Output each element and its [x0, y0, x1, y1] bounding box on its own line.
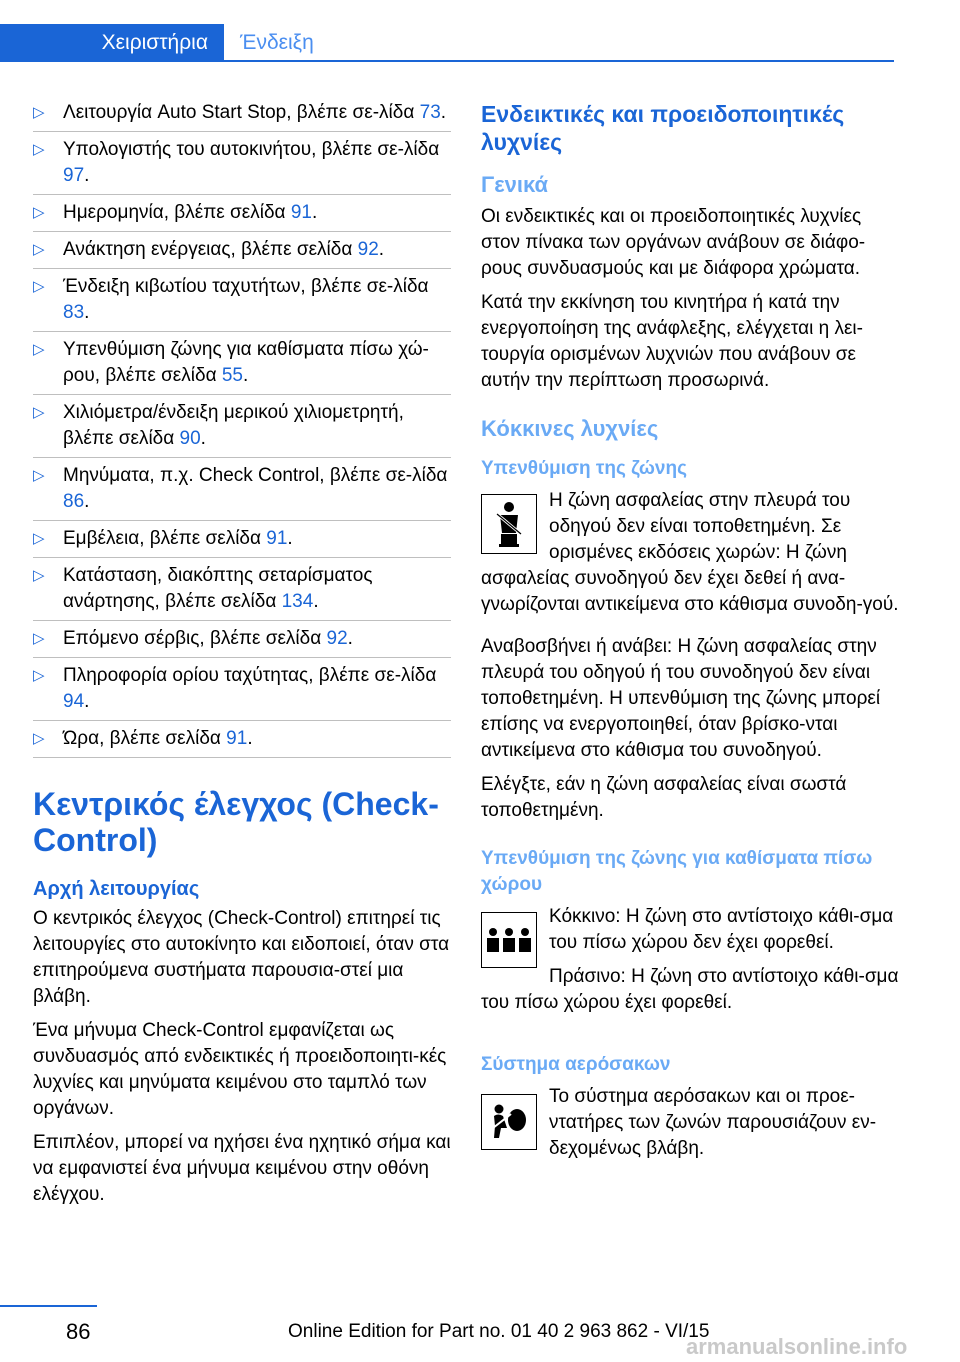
page-reference-link[interactable]: 94: [63, 691, 85, 712]
sentence-period: .: [84, 691, 90, 712]
display-item-text: Επόμενο σέρβις, βλέπε σελίδα: [63, 628, 327, 649]
bullet-triangle-icon: ▷: [33, 204, 45, 221]
display-item-text: Πληροφορία ορίου ταχύτητας, βλέπε σε‐λίδα: [63, 665, 437, 686]
principle-paragraph-2: Ένα μήνυμα Check-Control εμφανίζεται ως συνδυασμός από ενδεικτικές ή προειδοποιητι‐κές λυχνίες και μηνύματα κειμένου στο ταμπλό των οργάνων.: [33, 1020, 447, 1119]
display-item-text: Χιλιόμετρα/ένδειξη μερικού χιλιομετρητή, βλέπε σελίδα: [63, 402, 404, 449]
display-item: [33, 137, 451, 189]
airbag-warning-icon: [481, 1094, 537, 1150]
bullet-triangle-icon: ▷: [33, 141, 45, 158]
general-heading: Γενικά: [481, 172, 549, 197]
bullet-triangle-icon: ▷: [33, 530, 45, 547]
display-item-text: Κατάσταση, διακόπτης σεταρίσματος ανάρτησης, βλέπε σελίδα: [63, 565, 373, 612]
rear-belt-heading: Υπενθύμιση της ζώνης για καθίσματα πίσω χώρου: [481, 848, 873, 895]
page-reference-link[interactable]: 92: [357, 239, 379, 260]
check-control-title: Κεντρικός έλεγχος (Check-Control): [33, 786, 439, 858]
display-items-list: [33, 100, 451, 752]
display-item: [33, 663, 451, 715]
rear-belt-paragraph-1: Κόκκινο: Η ζώνη στο αντίστοιχο κάθι‐σμα του πίσω χώρου δεν έχει φορεθεί.: [549, 906, 894, 953]
display-item-text: Ώρα, βλέπε σελίδα: [63, 728, 227, 749]
display-item-text: Υπενθύμιση ζώνης για καθίσματα πίσω χώ‐ρου, βλέπε σελίδα: [63, 339, 429, 386]
sentence-period: .: [242, 365, 249, 386]
display-item: [33, 400, 451, 452]
footer-rule: [0, 1305, 97, 1307]
display-item-text: Ένδειξη κιβωτίου ταχυτήτων, βλέπε σε‐λίδα: [63, 276, 429, 297]
display-item-text: Μηνύματα, π.χ. Check Control, βλέπε σε‐λίδα: [63, 465, 448, 486]
principle-paragraph-1: Ο κεντρικός έλεγχος (Check-Control) επιτηρεί τις λειτουργίες στο αυτοκίνητο και ειδοποιεί, όταν στα επιτηρούμενα συστήματα παρουσια‐στεί μια βλάβη.: [33, 908, 450, 1007]
sentence-period: .: [247, 728, 253, 749]
page-reference-link[interactable]: 91: [290, 202, 312, 223]
rear-belt-paragraph-2: Πράσινο: Η ζώνη στο αντίστοιχο κάθι‐σμα του πίσω χώρου έχει φορεθεί.: [481, 966, 899, 1013]
warning-lights-title: Ενδεικτικές και προειδοποιητικές λυχνίες: [481, 101, 845, 155]
header-rule: [224, 60, 894, 62]
page-reference-link[interactable]: 97: [63, 165, 85, 186]
header-chapter-tab: Χειριστήρια: [0, 24, 224, 62]
display-item-text: Υπολογιστής του αυτοκινήτου, βλέπε σε‐λίδα: [63, 139, 440, 160]
rear-seatbelt-icon: [481, 912, 537, 968]
bullet-triangle-icon: ▷: [33, 630, 45, 647]
belt-paragraph-2: Αναβοσβήνει ή ανάβει: Η ζώνη ασφαλείας στην πλευρά του οδηγού ή του συνοδηγού δεν είναι τοποθετημένη. Η υπενθύμιση της ζώνης μπορεί επίσης να ενεργοποιηθεί, όταν βρίσκο‐νται αντικείμενα στο κάθισμα του συνοδηγού.: [481, 636, 881, 761]
belt-reminder-heading: Υπενθύμιση της ζώνης: [481, 458, 687, 479]
belt-paragraph-3: Ελέγξτε, εάν η ζώνη ασφαλείας είναι σωστά τοποθετημένη.: [481, 774, 847, 821]
page-reference-link[interactable]: 55: [221, 365, 243, 386]
page-reference-link[interactable]: 86: [63, 491, 85, 512]
display-item: [33, 563, 451, 615]
header-section-tab: Ένδειξη: [240, 31, 314, 54]
general-paragraph-2: Κατά την εκκίνηση του κινητήρα ή κατά την ενεργοποίηση της ανάφλεξης, ελέγχεται η λει‐τουργία ορισμένων λυχνιών που ανάβουν σε αυτήν την περίπτωση προσωρινά.: [481, 292, 863, 391]
display-item: [33, 337, 451, 389]
display-item-text: Ημερομηνία, βλέπε σελίδα: [63, 202, 291, 223]
page-number: 86: [66, 1319, 91, 1344]
sentence-period: .: [200, 428, 206, 449]
bullet-triangle-icon: ▷: [33, 341, 45, 358]
airbag-paragraph: Το σύστημα αερόσακων και οι προε‐ντατήρες των ζωνών παρουσιάζουν εν‐δεχομένως βλάβη.: [549, 1086, 877, 1159]
right-column: [481, 100, 899, 1170]
sentence-period: .: [313, 591, 319, 612]
display-item: [33, 200, 451, 226]
sentence-period: .: [378, 239, 385, 260]
display-item-text: Ανάκτηση ενέργειας, βλέπε σελίδα: [63, 239, 358, 260]
sentence-period: .: [440, 102, 447, 123]
display-item-text: Λειτουργία Auto Start Stop, βλέπε σε‐λίδα: [63, 102, 420, 123]
bullet-triangle-icon: ▷: [33, 241, 45, 258]
bullet-triangle-icon: ▷: [33, 404, 45, 421]
red-lights-heading: Κόκκινες λυχνίες: [481, 416, 659, 441]
display-item: [33, 626, 451, 652]
sentence-period: .: [311, 202, 318, 223]
seatbelt-warning-icon: [481, 494, 537, 554]
general-paragraph-1: Οι ενδεικτικές και οι προειδοποιητικές λυχνίες στον πίνακα των οργάνων ανάβουν σε διάφο‐ρους συνδυασμούς και με διάφορα χρώματα.: [481, 206, 866, 279]
bullet-triangle-icon: ▷: [33, 567, 45, 584]
airbag-block: [481, 1084, 899, 1170]
left-column: [33, 100, 451, 1216]
bullet-triangle-icon: ▷: [33, 730, 45, 747]
display-item: [33, 726, 451, 752]
sentence-period: .: [347, 628, 353, 649]
page-reference-link[interactable]: 92: [326, 628, 348, 649]
page-reference-link[interactable]: 91: [226, 728, 248, 749]
bullet-triangle-icon: ▷: [33, 104, 45, 121]
display-item-text: Εμβέλεια, βλέπε σελίδα: [63, 528, 267, 549]
rear-belt-block: [481, 904, 899, 1024]
bullet-triangle-icon: ▷: [33, 467, 45, 484]
page-reference-link[interactable]: 91: [266, 528, 288, 549]
page-reference-link[interactable]: 83: [63, 302, 85, 323]
edition-text: Online Edition for Part no. 01 40 2 963 862 - VI/15: [288, 1321, 710, 1342]
principle-paragraph-3: Επιπλέον, μπορεί να ηχήσει ένα ηχητικό σήμα και να εμφανιστεί ένα μήνυμα κειμένου στην οθόνη ελέγχου.: [33, 1132, 451, 1205]
belt-paragraph-1: Η ζώνη ασφαλείας στην πλευρά του οδηγού δεν είναι τοποθετημένη. Σε ορισμένες εκδόσεις χωρών: Η ζώνη ασφαλείας συνοδηγού δεν έχει δεθεί ή ανα‐γνωρίζονται αντικείμενα στο κάθισμα συνοδη‐γού.: [481, 490, 899, 615]
bullet-triangle-icon: ▷: [33, 278, 45, 295]
page-reference-link[interactable]: 134: [281, 591, 314, 612]
display-item: [33, 274, 451, 326]
page-header: [0, 0, 960, 62]
watermark: armanualsonline.info: [686, 1334, 908, 1359]
sentence-period: .: [287, 528, 293, 549]
belt-reminder-block: [481, 488, 899, 626]
display-item: [33, 237, 451, 263]
bullet-triangle-icon: ▷: [33, 667, 45, 684]
principle-heading: Αρχή λειτουργίας: [33, 878, 200, 900]
page-reference-link[interactable]: 90: [179, 428, 201, 449]
page-reference-link[interactable]: 73: [419, 102, 441, 123]
sentence-period: .: [84, 302, 90, 323]
airbag-heading: Σύστημα αερόσακων: [481, 1054, 671, 1075]
display-item: [33, 463, 451, 515]
sentence-period: .: [84, 491, 90, 512]
sentence-period: .: [84, 165, 90, 186]
display-item: [33, 100, 451, 126]
display-item: [33, 526, 451, 552]
